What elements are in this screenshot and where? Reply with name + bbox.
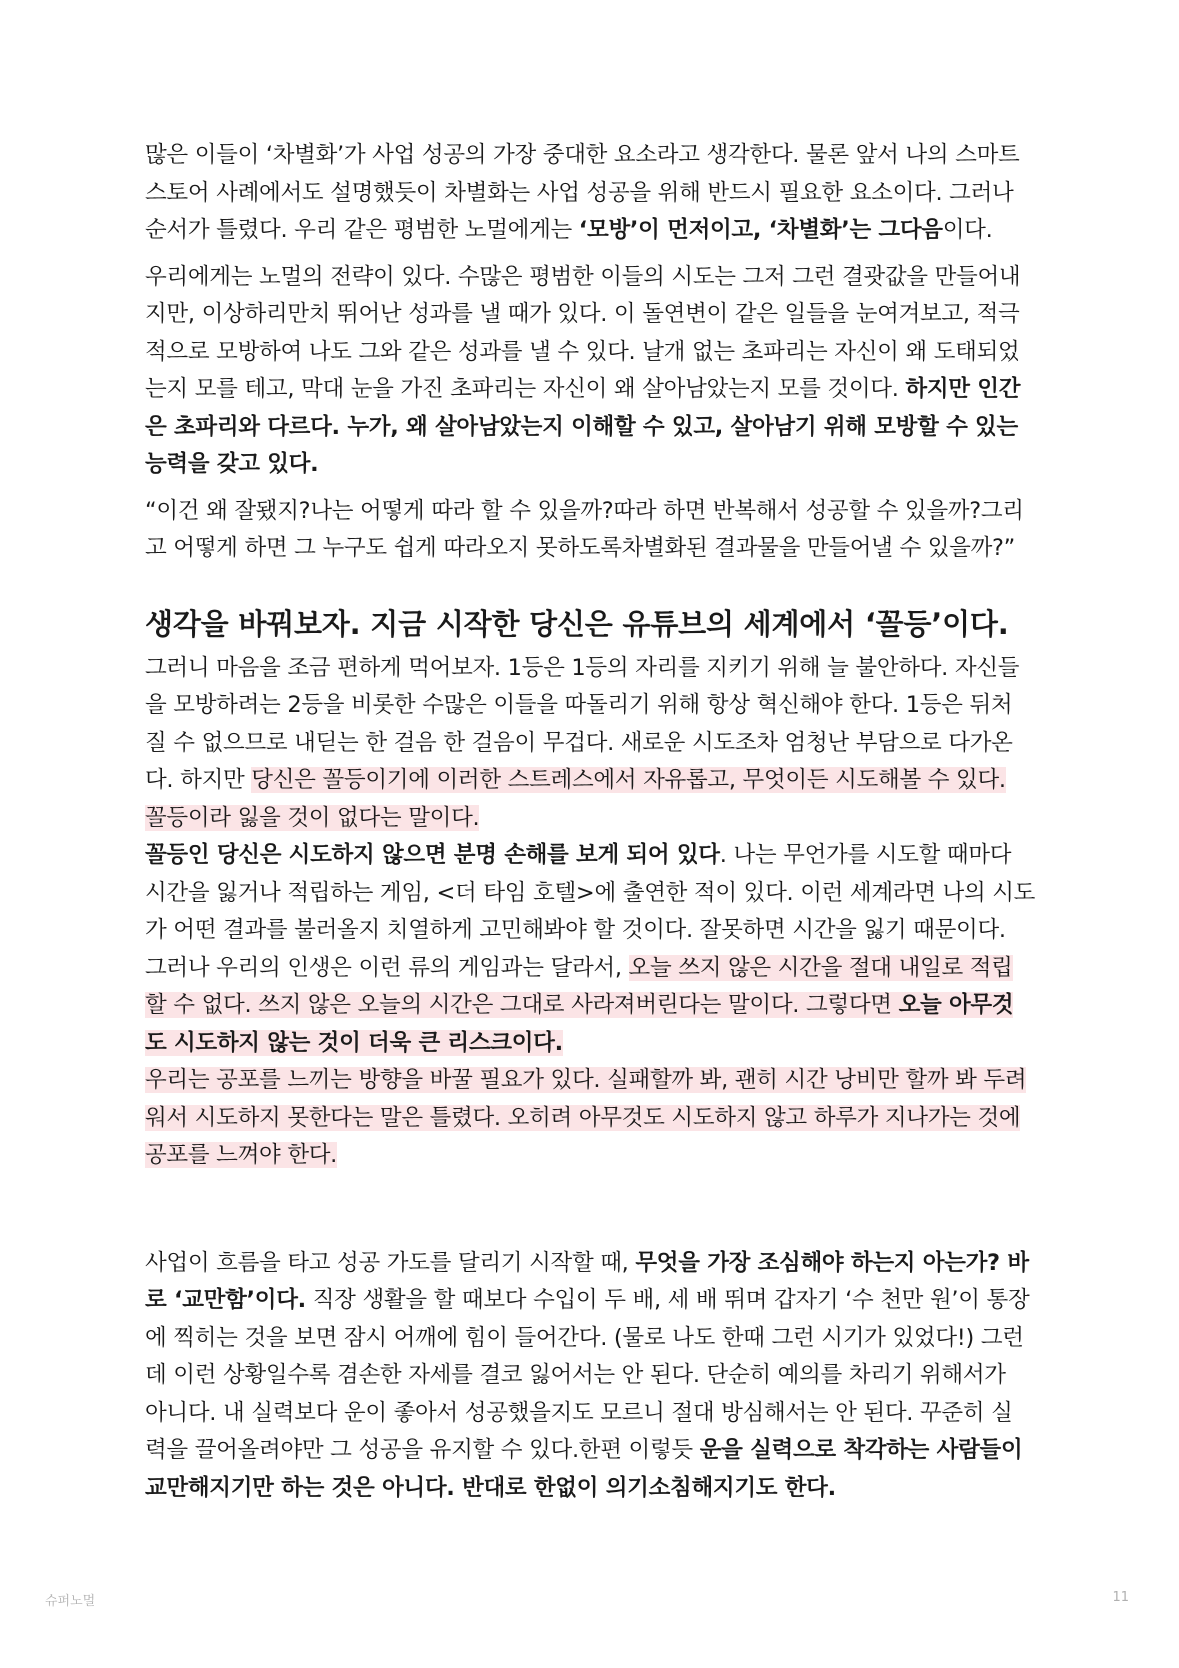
text-run: “이건 왜 잘됐지?나는 어떻게 따라 할 수 있을까?따라 하면 반복해서 성공할 수 있을까?그리 고 어떻게 하면 그 누구도 쉽게 따라오지 못하도록차별화된 결과물을 만들어낼 수 있을까?” bbox=[145, 497, 1024, 561]
bold-run: 꼴등인 당신은 시도하지 않으면 분명 손해를 보게 되어 있다 bbox=[145, 842, 720, 868]
paragraph-4 bbox=[145, 650, 1045, 838]
bold-run: 무엇을 가장 조심해야 하는지 아는가? 바 로 ‘교만함’이다. bbox=[145, 1249, 1029, 1313]
paragraph-2 bbox=[145, 259, 1045, 484]
text-run: . 나는 무언가를 시도할 때마다 시간을 잃거나 적립하는 게임, <더 타임 호텔>에 출연한 적이 있다. 이런 세계라면 나의 시도 가 어떤 결과를 불러올지 치열하게 고민해봐야 할 것이다. 잘못하면 시간을 잃기 때문이다. 그러나 우리의 인생은 이런 류의 게임과는 달라서, bbox=[145, 842, 1036, 981]
body-text bbox=[145, 137, 1045, 1507]
text-run: 우리에게는 노멀의 전략이 있다. 수많은 평범한 이들의 시도는 그저 그런 결괏값을 만들어내 지만, 이상하리만치 뛰어난 성과를 낼 때가 있다. 이 돌연변이 같은 일들을 눈여겨보고, 적극 적으로 모방하여 나도 그와 같은 성과를 낼 수 있다. 날개 없는 초파리는 자신이 왜 도태되었 는지 모를 테고, 막대 눈을 가진 초파리는 자신이 왜 살아남았는지 모를 것이다. bbox=[145, 263, 1021, 402]
highlighted-run: 우리는 공포를 느끼는 방향을 바꿀 필요가 있다. 실패할까 봐, 괜히 시간 낭비만 할까 봐 두려 워서 시도하지 못한다는 말은 틀렸다. 오히려 아무것도 시도하지 않고 하루가 지나가는 것에 공포를 느껴야 한다. bbox=[145, 1067, 1027, 1168]
paragraph-6 bbox=[145, 1062, 1045, 1175]
text-run: 이다. bbox=[942, 217, 993, 243]
text-run: 많은 이들이 ‘차별화’가 사업 성공의 가장 중대한 요소라고 생각한다. 물론 앞서 나의 스마트 스토어 사례에서도 설명했듯이 차별화는 사업 성공을 위해 반드시 필요한 요소이다. 그러나 순서가 틀렸다. 우리 같은 평범한 노멀에게는 bbox=[145, 142, 1020, 243]
section-heading: 생각을 바꿔보자. 지금 시작한 당신은 유튜브의 세계에서 ‘꼴등’이다. bbox=[145, 606, 1009, 641]
footer-brand: 슈퍼노멀 bbox=[45, 1594, 96, 1609]
bold-run: 운을 실력으로 착각하는 사람들이 교만해지기만 하는 것은 아니다. 반대로 한없이 의기소침해지기도 한다. bbox=[145, 1437, 1023, 1501]
highlighted-run: 당신은 꼴등이기에 이러한 스트레스에서 자유롭고, 무엇이든 시도해볼 수 있다. 꼴등이라 잃을 것이 없다는 말이다. bbox=[145, 767, 1006, 831]
text-run: 사업이 흐름을 타고 성공 가도를 달리기 시작할 때, bbox=[145, 1249, 636, 1276]
highlighted-run: 오늘 쓰지 않은 시간을 절대 내일로 적립 할 수 없다. 쓰지 않은 오늘의 시간은 그대로 사라져버린다는 말이다. 그렇다면 bbox=[145, 954, 1013, 1018]
bold-run: ‘모방’이 먼저이고, ‘차별화’는 그다음 bbox=[578, 217, 943, 243]
paragraph-7 bbox=[145, 1245, 1045, 1508]
quote-paragraph bbox=[145, 493, 1045, 568]
bold-run: 하지만 인간 은 초파리와 다르다. 누가, 왜 살아남았는지 이해할 수 있고, 살아남기 위해 모방할 수 있는 능력을 갖고 있다. bbox=[145, 376, 1021, 477]
text-run: 그러니 마음을 조금 편하게 먹어보자. 1등은 1등의 자리를 지키기 위해 늘 불안하다. 자신들 을 모방하려는 2등을 비롯한 수많은 이들을 따돌리기 위해 항상 혁신해야 한다. 1등은 뒤처 질 수 없으므로 내딛는 한 걸음 한 걸음이 무겁다. 새로운 시도조차 엄청난 부담으로 다가온 다. 하지만 bbox=[145, 654, 1020, 793]
paragraph-5 bbox=[145, 837, 1045, 1062]
page-number: 11 bbox=[1112, 1590, 1129, 1605]
highlighted-bold-run: 오늘 아무것 도 시도하지 않는 것이 더욱 큰 리스크이다. bbox=[145, 992, 1014, 1056]
text-run: 직장 생활을 할 때보다 수입이 두 배, 세 배 뛰며 갑자기 ‘수 천만 원’이 통장 에 찍히는 것을 보면 잠시 어깨에 힘이 들어간다. (물로 나도 한때 그런 시기가 있었다!) 그런 데 이런 상황일수록 겸손한 자세를 결코 잃어서는 안 된다. 단순히 예의를 차리기 위해서가 아니다. 내 실력보다 운이 좋아서 성공했을지도 모르니 절대 방심해서는 안 된다. 꾸준히 실 력을 끌어올려야만 그 성공을 유지할 수 있다.한편 이렇듯 bbox=[145, 1287, 1030, 1463]
paragraph-1 bbox=[145, 137, 1045, 250]
